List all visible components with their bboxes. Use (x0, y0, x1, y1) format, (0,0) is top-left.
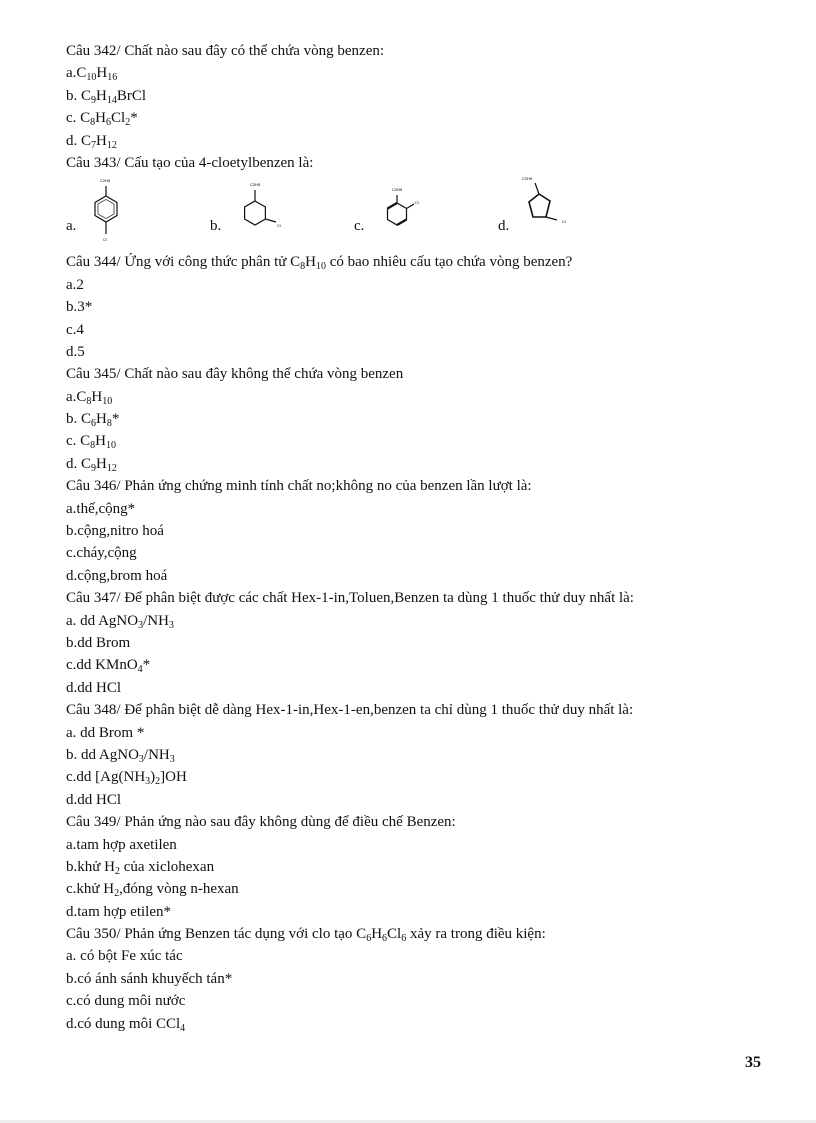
option: c. $C_8H_{10}$ (66, 433, 117, 452)
chloroethylcyclopentadiene-structure (508, 174, 608, 244)
para-chloroethylbenzene-structure (86, 174, 126, 256)
option: c.dd KMnO$_4$* (66, 657, 151, 676)
ortho-chloroethylbenzene-structure (366, 174, 426, 244)
page-number: 35 (745, 1054, 761, 1071)
option: c. $C_8H_6Cl_2*$ (66, 110, 138, 129)
option: a.2 (66, 276, 84, 293)
option-label: a. (66, 218, 77, 235)
option: b.3* (66, 299, 93, 316)
option: a.thế,cộng* (66, 500, 136, 517)
ethyl-label: C2H5 (522, 176, 533, 182)
chloro-label: Cl (103, 237, 107, 243)
option: c.có dung môi nước (66, 993, 186, 1010)
option: d.dd HCl (66, 679, 122, 696)
question-346: Câu 346/ Phản ứng chứng minh tính chất no;không no của benzen lần lượt là: (66, 478, 532, 495)
option: d.tam hợp etilen* (66, 903, 171, 920)
option: b.có ánh sánh khuyếch tán* (66, 970, 233, 987)
option: b. $C_6H_8*$ (66, 411, 120, 430)
chloro-label: Cl (415, 200, 419, 206)
option: d.dd HCl (66, 791, 122, 808)
question-list (66, 40, 766, 1035)
option: d. $C_7H_{12}$ (66, 132, 117, 151)
option: b. $C_9H_{14}BrCl$ (66, 87, 147, 106)
option: a. có bột Fe xúc tác (66, 948, 183, 965)
option: b.cộng,nitro hoá (66, 523, 164, 540)
question-347: Câu 347/ Để phân biệt được các chất Hex-1-in,Toluen,Benzen ta dùng 1 thuốc thử duy nhất là: (66, 590, 634, 607)
option: c.cháy,cộng (66, 545, 137, 562)
option: b. dd $AgNO_3/NH_3$ (66, 746, 175, 765)
option: a. dd Brom * (66, 724, 145, 741)
ethyl-label: C2H5 (100, 178, 111, 184)
question-342: Câu 342/ Chất nào sau đây có thể chứa vòng benzen: (66, 43, 385, 59)
option: d.5 (66, 343, 85, 360)
option: d.có dung môi CCl$_4$ (66, 1015, 186, 1034)
structure-options (66, 174, 766, 251)
question-350: Câu 350/ Phản ứng Benzen tác dụng với clo tạo $C_6H_6Cl_6$ xảy ra trong điều kiện: (66, 926, 546, 945)
question-344: Câu 344/ Ứng với công thức phân tử $C_8H_{10}$ có bao nhiêu cấu tạo chứa vòng benzen? (66, 254, 573, 273)
chloro-label: Cl (562, 219, 566, 225)
option: a. dd $AgNO_3/NH_3$ (66, 612, 174, 631)
option: a.tam hợp axetilen (66, 836, 177, 853)
chloro-label: Cl (277, 223, 281, 229)
option-label: c. (354, 218, 365, 235)
option: c.khử $H_2,đóng$ vòng n-hexan (66, 881, 239, 900)
option: b.dd Brom (66, 634, 131, 651)
option: c.dd $[Ag(NH_3)_2]OH$ (66, 769, 187, 788)
option: $a.C_8H_{10}$ (66, 388, 113, 407)
ethyl-label: C2H5 (392, 187, 403, 193)
option-label: d. (498, 218, 510, 235)
question-348: Câu 348/ Để phân biệt dễ dàng Hex-1-in,Hex-1-en,benzen ta chỉ dùng 1 thuốc thử duy nhất là: (66, 702, 634, 719)
option: $a.C_{10}H_{16}$ (66, 65, 118, 84)
option: d. $C_9H_{12}$ (66, 455, 117, 474)
meta-chloroethylbenzene-structure (222, 174, 282, 244)
option: b.khử $H_2$ của xiclohexan (66, 858, 215, 877)
question-343: Câu 343/ Cấu tạo của 4-cloetylbenzen là: (66, 154, 314, 171)
option: d.cộng,brom hoá (66, 567, 168, 584)
question-345: Câu 345/ Chất nào sau đây không thể chứa vòng benzen (66, 366, 404, 383)
question-349: Câu 349/ Phản ứng nào sau đây không dùng để điều chế Benzen: (66, 814, 456, 831)
option-label: b. (210, 218, 222, 235)
ethyl-label: C2H5 (250, 182, 261, 188)
option: c.4 (66, 321, 84, 338)
